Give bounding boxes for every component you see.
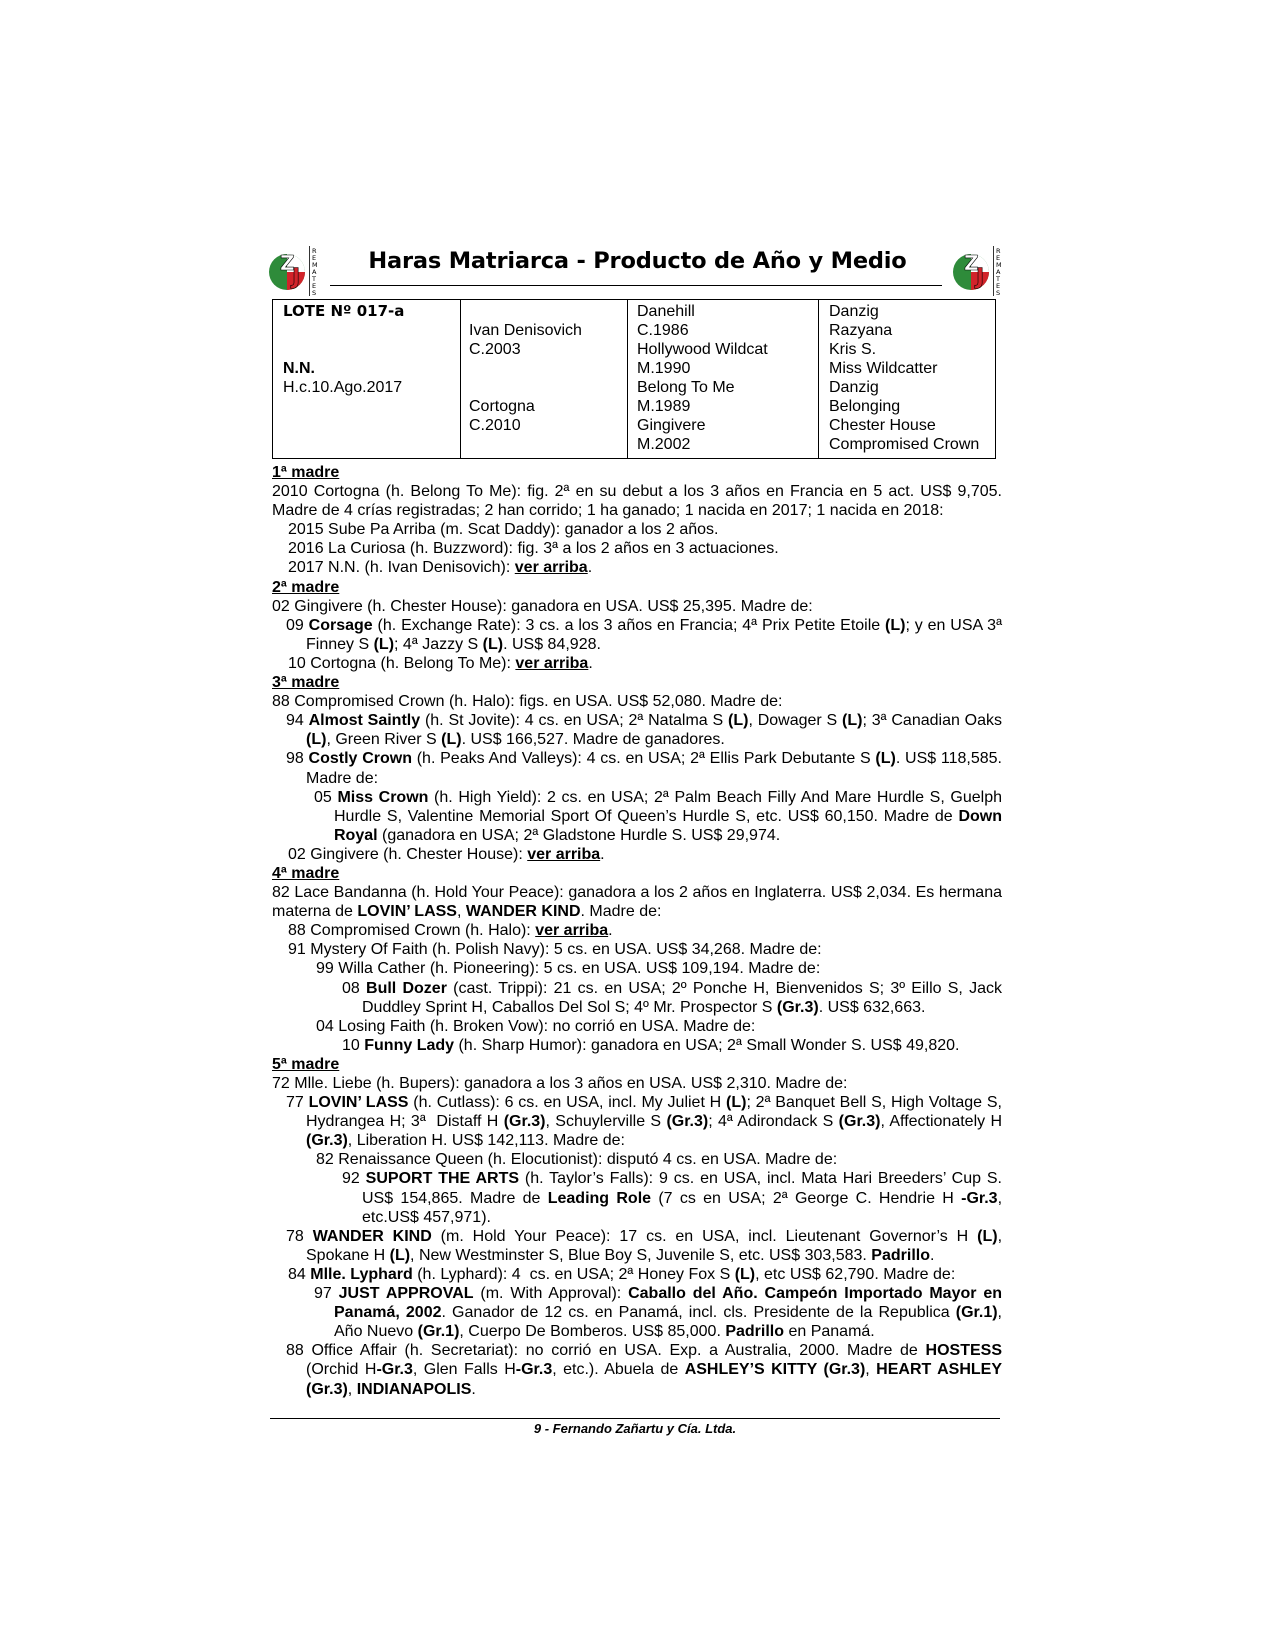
ver-arriba-link[interactable]: ver arriba <box>515 654 589 672</box>
produce-entry: 02 Gingivere (h. Chester House): ver arriba. <box>288 845 605 863</box>
grandparent-entry: M.1989 <box>637 398 691 415</box>
page-title: Haras Matriarca - Producto de Año y Medio <box>368 248 907 274</box>
produce-entry: 97 JUST APPROVAL (m. With Approval): Caballo del Año. Campeón Importado Mayor en Panamá, 2002. Ganador de 12 cs. en Panamá, incl. cls. Presidente de la Republica (Gr.1), Año Nuevo (Gr.1), Cuerpo De Bomberos. US$ 85,000. Padrillo en Panamá. <box>314 1285 1002 1341</box>
grandparent-entry: C.1986 <box>637 322 689 339</box>
great-grandparent-entry: Danzig <box>829 303 879 320</box>
dam-record-paragraph: 82 Lace Bandanna (h. Hold Your Peace): ganadora a los 2 años en Inglaterra. US$ 2,034. Es hermana materna de LOVIN’ LASS, WANDER KIND. Madre de: <box>272 884 1002 921</box>
svg-text:REMATES: R E M A T E S <box>996 247 1002 296</box>
svg-text:REMATES: R E M A T E S <box>312 247 318 296</box>
dam-info: C.2010 <box>469 417 521 434</box>
pedigree-subject-column <box>283 302 453 397</box>
grandparent-entry: Danehill <box>637 303 695 320</box>
produce-entry: 78 WANDER KIND (m. Hold Your Peace): 17 cs. en USA, incl. Lieutenant Governor’s H (L), Spokane H (L), New Westminster S, Blue Boy S, Juvenile S, etc. US$ 303,583. Padrillo. <box>286 1227 1003 1264</box>
grandparent-entry: Belong To Me <box>637 379 735 396</box>
produce-entry: 05 Miss Crown (h. High Yield): 2 cs. en USA; 2ª Palm Beach Filly And Mare Hurdle S, Guelph Hurdle S, Valentine Memorial Sport Of Queen’s Hurdle S, etc. US$ 60,150. Madre de Down Royal (ganadora en USA; 2ª Gladstone Hurdle S. US$ 29,974. <box>314 788 1002 844</box>
pedigree-divider <box>460 300 461 458</box>
pedigree-parents-column <box>469 302 582 435</box>
svg-text:J: J <box>976 265 985 290</box>
svg-text:Z: Z <box>964 251 979 275</box>
section-heading: 2ª madre <box>272 578 340 596</box>
produce-entry: 09 Corsage (h. Exchange Rate): 3 cs. a los 3 años en Francia; 4ª Prix Petite Etoile (L); y en USA 3ª Finney S (L); 4ª Jazzy S (L). US$ 84,928. <box>286 616 1002 653</box>
great-grandparent-entry: Razyana <box>829 322 893 339</box>
produce-entry: 10 Cortogna (h. Belong To Me): ver arriba. <box>288 654 593 672</box>
produce-entry: 98 Costly Crown (h. Peaks And Valleys): 4 cs. en USA; 2ª Ellis Park Debutante S (L). US$ 118,585. Madre de: <box>286 750 1002 787</box>
produce-entry: 91 Mystery Of Faith (h. Polish Navy): 5 cs. en USA. US$ 34,268. Madre de: <box>288 941 822 959</box>
section-heading: 4ª madre <box>272 864 340 882</box>
great-grandparent-entry: Chester House <box>829 417 936 434</box>
great-grandparent-entry: Kris S. <box>829 341 877 358</box>
great-grandparent-entry: Danzig <box>829 379 879 396</box>
produce-entry: 10 Funny Lady (h. Sharp Humor): ganadora en USA; 2ª Small Wonder S. US$ 49,820. <box>342 1036 960 1054</box>
produce-entry: 84 Mlle. Lyphard (h. Lyphard): 4 cs. en USA; 2ª Honey Fox S (L), etc US$ 62,790. Madre de: <box>288 1265 956 1283</box>
grandparent-entry: M.2002 <box>637 436 691 453</box>
sire-info: C.2003 <box>469 341 521 358</box>
produce-entry: 99 Willa Cather (h. Pioneering): 5 cs. en USA. US$ 109,194. Madre de: <box>316 960 821 978</box>
produce-entry: 88 Office Affair (h. Secretariat): no corrió en USA. Exp. a Australia, 2000. Madre de HOSTESS (Orchid H-Gr.3, Glen Falls H-Gr.3, etc.). Abuela de ASHLEY’S KITTY (Gr.3), HEART ASHLEY (Gr.3), INDIANAPOLIS. <box>286 1342 1002 1398</box>
pedigree-great-grandparents-column <box>829 302 979 454</box>
great-grandparent-entry: Compromised Crown <box>829 436 980 453</box>
dam-name: Cortogna <box>469 398 535 415</box>
dam-record-paragraph: 02 Gingivere (h. Chester House): ganadora en USA. US$ 25,395. Madre de: <box>272 597 813 615</box>
grandparent-entry: Hollywood Wildcat <box>637 341 768 358</box>
dam-record-paragraph: 2010 Cortogna (h. Belong To Me): fig. 2ª en su debut a los 3 años en Francia en 5 act. US$ 9,705. Madre de 4 crías registradas; 2 han corrido; 1 ha ganado; 1 nacida en 2017; 1 nacida en 2018: <box>272 483 1002 520</box>
pedigree-divider <box>818 300 819 458</box>
dam-record-paragraph: 88 Compromised Crown (h. Halo): figs. en USA. US$ 52,080. Madre de: <box>272 693 783 711</box>
zj-remates-logo-left-icon <box>268 246 324 296</box>
dam-record-paragraph: 72 Mlle. Liebe (h. Bupers): ganadora a los 3 años en USA. US$ 2,310. Madre de: <box>272 1075 848 1092</box>
footer-rule <box>270 1418 1000 1419</box>
produce-record <box>272 463 1002 1399</box>
sire-name: Ivan Denisovich <box>469 322 582 339</box>
lot-number: LOTE Nº 017-a <box>283 302 405 320</box>
section-heading: 3ª madre <box>272 674 340 692</box>
produce-entry: 04 Losing Faith (h. Broken Vow): no corrió en USA. Madre de: <box>316 1017 756 1035</box>
zj-remates-logo-right-icon <box>952 246 1008 296</box>
produce-entry: 2015 Sube Pa Arriba (m. Scat Daddy): ganador a los 2 años. <box>288 521 719 539</box>
ver-arriba-link[interactable]: ver arriba <box>514 559 588 577</box>
title-underline <box>330 285 942 286</box>
great-grandparent-entry: Belonging <box>829 398 901 415</box>
produce-entry: 92 SUPORT THE ARTS (h. Taylor’s Falls): 9 cs. en USA, incl. Mata Hari Breeders’ Cup S. US$ 154,865. Madre de Leading Role (7 cs en USA; 2ª George C. Hendrie H -Gr.3, etc.US$ 457,971). <box>342 1170 1003 1226</box>
horse-description: H.c.10.Ago.2017 <box>283 379 403 396</box>
pedigree-divider <box>627 300 628 458</box>
produce-entry: 94 Almost Saintly (h. St Jovite): 4 cs. en USA; 2ª Natalma S (L), Dowager S (L); 3ª Canadian Oaks (L), Green River S (L). US$ 166,527. Madre de ganadores. <box>286 712 1003 749</box>
produce-entry: 88 Compromised Crown (h. Halo): ver arriba. <box>288 922 613 940</box>
svg-text:Z: Z <box>280 251 295 275</box>
section-heading: 5ª madre <box>272 1055 340 1073</box>
grandparent-entry: M.1990 <box>637 360 691 377</box>
produce-entry: 2016 La Curiosa (h. Buzzword): fig. 3ª a los 2 años en 3 actuaciones. <box>288 540 779 558</box>
great-grandparent-entry: Miss Wildcatter <box>829 360 938 377</box>
page-footer: 9 - Fernando Zañartu y Cía. Ltda. <box>533 1421 737 1436</box>
produce-entry: 82 Renaissance Queen (h. Elocutionist): disputó 4 cs. en USA. Madre de: <box>316 1151 838 1169</box>
produce-entry: 08 Bull Dozer (cast. Trippi): 21 cs. en USA; 2º Ponche H, Bienvenidos S; 3º Eillo S, Jack Duddley Sprint H, Caballos Del Sol S; 4º Mr. Prospector S (Gr.3). US$ 632,663. <box>342 979 1002 1016</box>
ver-arriba-link[interactable]: ver arriba <box>535 922 609 940</box>
horse-name: N.N. <box>283 360 315 377</box>
produce-entry: 77 LOVIN’ LASS (h. Cutlass): 6 cs. en USA, incl. My Juliet H (L); 2ª Banquet Bell S, High Voltage S, Hydrangea H; 3ª Distaff H (Gr.3), Schuylerville S (Gr.3); 4ª Adirondack S (Gr.3), Affectionately H (Gr.3), Liberation H. US$ 142,113. Madre de: <box>286 1094 1003 1150</box>
pedigree-grandparents-column <box>637 302 768 454</box>
svg-text:J: J <box>292 265 301 290</box>
pedigree-table <box>272 299 996 459</box>
produce-entry: 2017 N.N. (h. Ivan Denisovich): ver arriba. <box>288 559 593 577</box>
grandparent-entry: Gingivere <box>637 417 706 434</box>
ver-arriba-link[interactable]: ver arriba <box>527 845 601 863</box>
section-heading: 1ª madre <box>272 464 340 481</box>
